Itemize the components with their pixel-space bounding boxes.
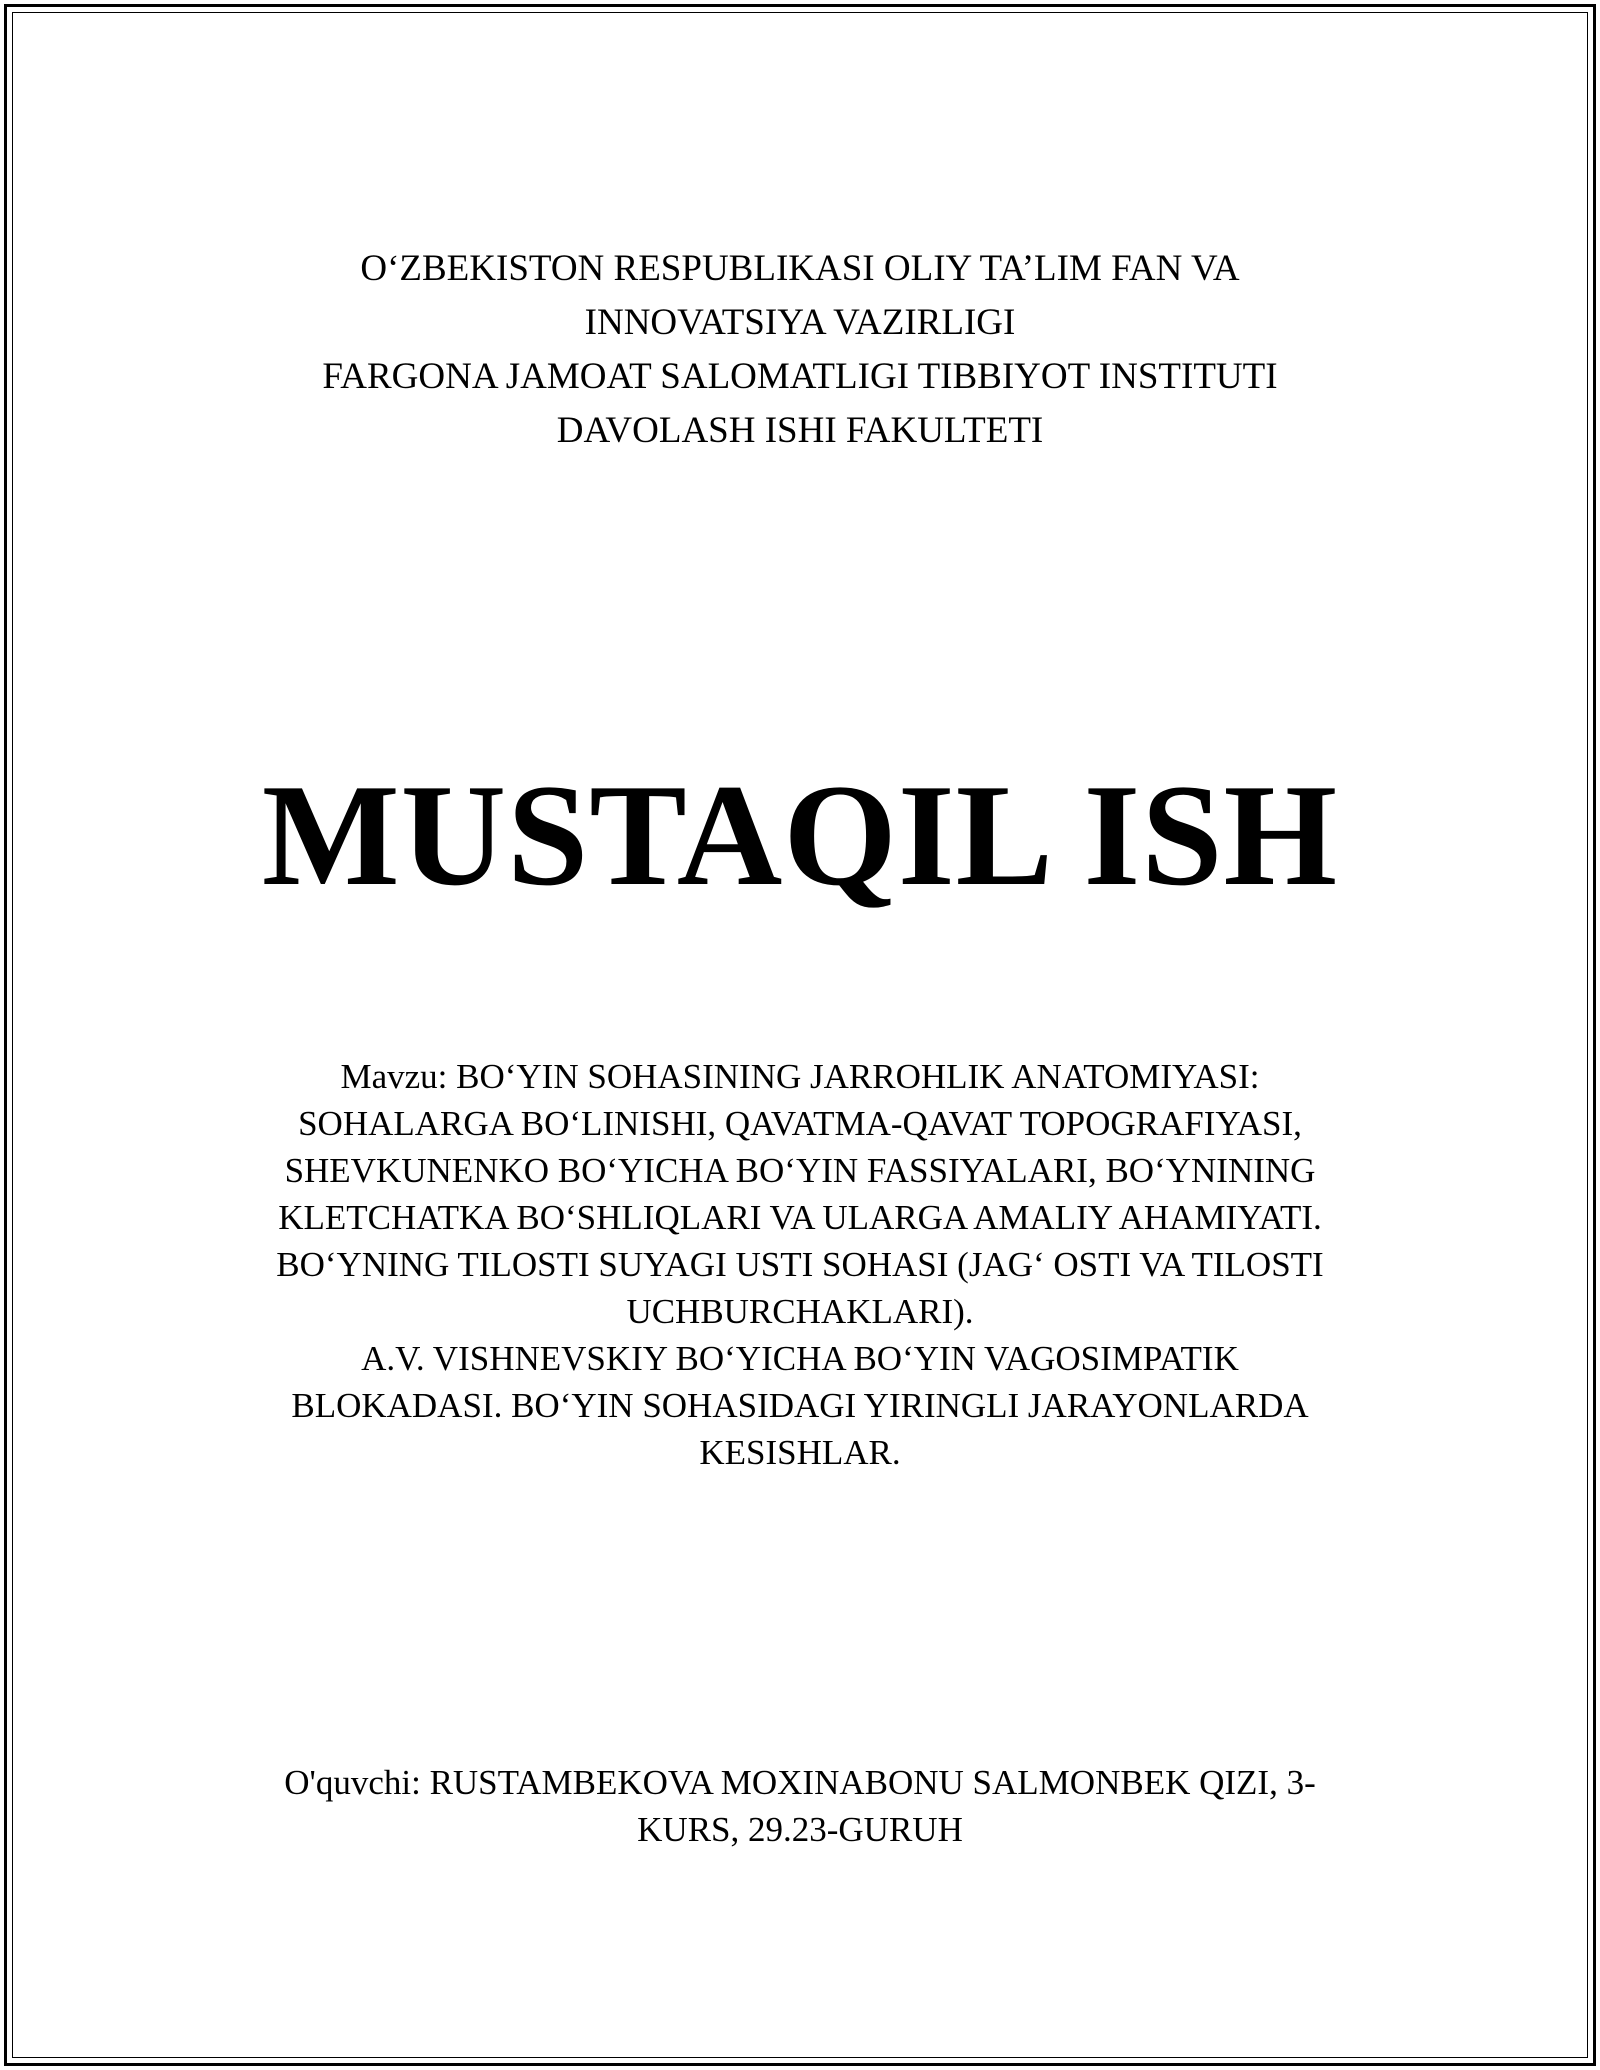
header-line: O‘ZBEKISTON RESPUBLIKASI OLIY TA’LIM FAN VA <box>360 248 1240 289</box>
topic-line: A.V. VISHNEVSKIY BO‘YICHA BO‘YIN VAGOSIMPATIK <box>361 1339 1239 1378</box>
topic-line: SHEVKUNENKO BO‘YICHA BO‘YIN FASSIYALARI, BO‘YNINING <box>284 1151 1316 1190</box>
topic-line: KLETCHATKA BO‘SHLIQLARI VA ULARGA AMALIY AHAMIYATI. <box>278 1198 1322 1237</box>
student-info <box>0 1759 1600 1853</box>
header-line: INNOVATSIYA VAZIRLIGI <box>584 302 1016 343</box>
institution-header <box>0 242 1600 458</box>
topic-line: KESISHLAR. <box>699 1433 901 1472</box>
topic-line: SOHALARGA BO‘LINISHI, QAVATMA-QAVAT TOPOGRAFIYASI, <box>298 1104 1302 1143</box>
topic-line: Mavzu: BO‘YIN SOHASINING JARROHLIK ANATOMIYASI: <box>340 1057 1260 1096</box>
topic-line: BLOKADASI. BO‘YIN SOHASIDAGI YIRINGLI JARAYONLARDA <box>291 1386 1309 1425</box>
student-line: O'quvchi: RUSTAMBEKOVA MOXINABONU SALMONBEK QIZI, 3- <box>284 1763 1316 1802</box>
document-title: MUSTAQIL ISH <box>261 754 1339 916</box>
topic-line: UCHBURCHAKLARI). <box>626 1292 974 1331</box>
header-line: DAVOLASH ISHI FAKULTETI <box>556 410 1044 451</box>
topic-block <box>0 1053 1600 1476</box>
topic-line: BO‘YNING TILOSTI SUYAGI USTI SOHASI (JAG‘ OSTI VA TILOSTI <box>276 1245 1324 1284</box>
header-line: FARGONA JAMOAT SALOMATLIGI TIBBIYOT INSTITUTI <box>322 356 1278 397</box>
student-line: KURS, 29.23-GURUH <box>637 1810 963 1849</box>
